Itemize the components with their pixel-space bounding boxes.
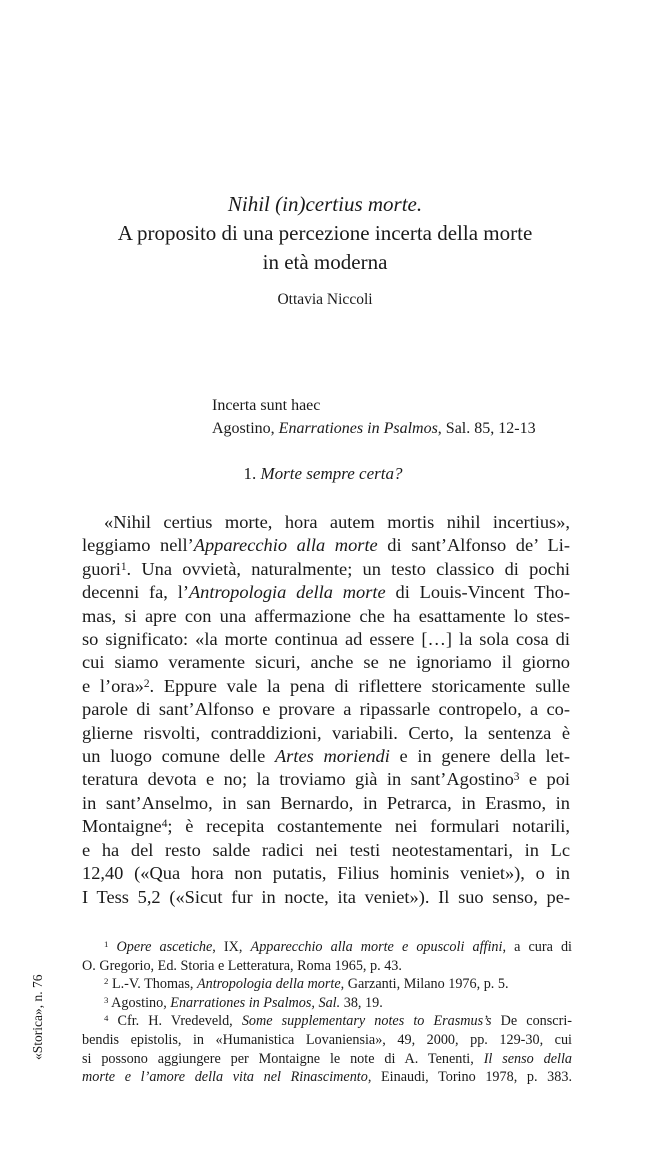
body-line: un luogo comune delle Artes moriendi e in genere della let- <box>82 746 570 767</box>
body-line: mas, si apre con una affermazione che ha esattamente lo stes- <box>82 605 570 626</box>
footnotes <box>82 938 572 1087</box>
body-line: e ha del resto salde radici nei testi neotestamentari, in Lc <box>82 839 570 860</box>
footnote-ref-1: 1 <box>120 560 127 573</box>
footnote-ref-4: 4 <box>161 818 168 831</box>
footnote-4-cont: morte e l’amore della vita nel Rinascimento, Einaudi, Torino 1978, p. 383. <box>82 1069 572 1086</box>
body-line: Montaigne$^4$; è recepita costantemente nei formulari notarili, <box>82 816 570 837</box>
article-title-line-1: Nihil (in)certius morte. <box>227 192 423 216</box>
body-line: in sant’Anselmo, in san Bernardo, in Petrarca, in Erasmo, in <box>82 792 570 813</box>
article-title-line-3: in età moderna <box>262 250 388 274</box>
running-head: «Storica», n. 76 <box>30 974 45 1060</box>
epigraph <box>212 394 536 440</box>
body-text <box>82 511 570 909</box>
article-title-line-2: A proposito di una percezione incerta della morte <box>117 221 533 245</box>
footnote-ref-3: 3 <box>513 771 520 784</box>
footnote-ref-2: 2 <box>143 677 150 690</box>
body-line: «Nihil certius morte, hora autem mortis nihil incertius», <box>104 512 570 532</box>
epigraph-source: Agostino, Enarrationes in Psalmos, Sal. 85, 12-13 <box>212 420 536 437</box>
footnote-1-cont: O. Gregorio, Ed. Storia e Letteratura, Roma 1965, p. 43. <box>82 957 402 974</box>
body-line: guori$^1$. Una ovvietà, naturalmente; un testo classico di pochi <box>82 558 570 579</box>
footnote-4: $^4$ Cfr. H. Vredeveld, Some supplementary notes to Erasmus’s De conscri- <box>104 1013 572 1030</box>
body-line: so significato: «la morte continua ad essere […] la sola cosa di <box>82 629 570 650</box>
body-line: parole di sant’Alfonso e provare a ripassarle contropelo, a co- <box>82 699 570 720</box>
section-heading: 1. Morte sempre certa? <box>243 464 403 483</box>
body-line: e l’ora»$^2$. Eppure vale la pena di riflettere storicamente sulle <box>82 675 570 696</box>
title-block <box>0 190 650 309</box>
body-line: glierne risvolti, contraddizioni, variabili. Certo, la sentenza è <box>82 722 570 743</box>
epigraph-quote: Incerta sunt haec <box>212 397 321 414</box>
body-line: leggiamo nell’Apparecchio alla morte di sant’Alfonso de’ Li- <box>82 535 570 556</box>
body-line: I Tess 5,2 («Sicut fur in nocte, ita veniet»). Il suo senso, pe- <box>82 886 570 907</box>
footnote-4-cont: si possono aggiungere per Montaigne le note di A. Tenenti, Il senso della <box>82 1050 572 1067</box>
body-line: teratura devota e no; la troviamo già in sant’Agostino$^3$ e poi <box>82 769 570 790</box>
footnote-4-cont: bendis epistolis, in «Humanistica Lovaniensia», 49, 2000, pp. 129-30, cui <box>82 1031 572 1048</box>
footnote-3: $^3$ Agostino, Enarrationes in Psalmos, Sal. 38, 19. <box>104 994 383 1011</box>
author-name: Ottavia Niccoli <box>277 291 373 308</box>
footnote-1: $^1$ Opere ascetiche, IX, Apparecchio alla morte e opuscoli affini, a cura di <box>104 939 573 955</box>
body-line: cui siamo veramente sicuri, anche se ne ignoriamo il giorno <box>82 652 570 673</box>
footnote-2: $^2$ L.-V. Thomas, Antropologia della morte, Garzanti, Milano 1976, p. 5. <box>104 976 509 993</box>
body-line: 12,40 («Qua hora non putatis, Filius hominis veniet»), o in <box>82 863 570 884</box>
body-line: decenni fa, l’Antropologia della morte di Louis-Vincent Tho- <box>82 582 571 603</box>
